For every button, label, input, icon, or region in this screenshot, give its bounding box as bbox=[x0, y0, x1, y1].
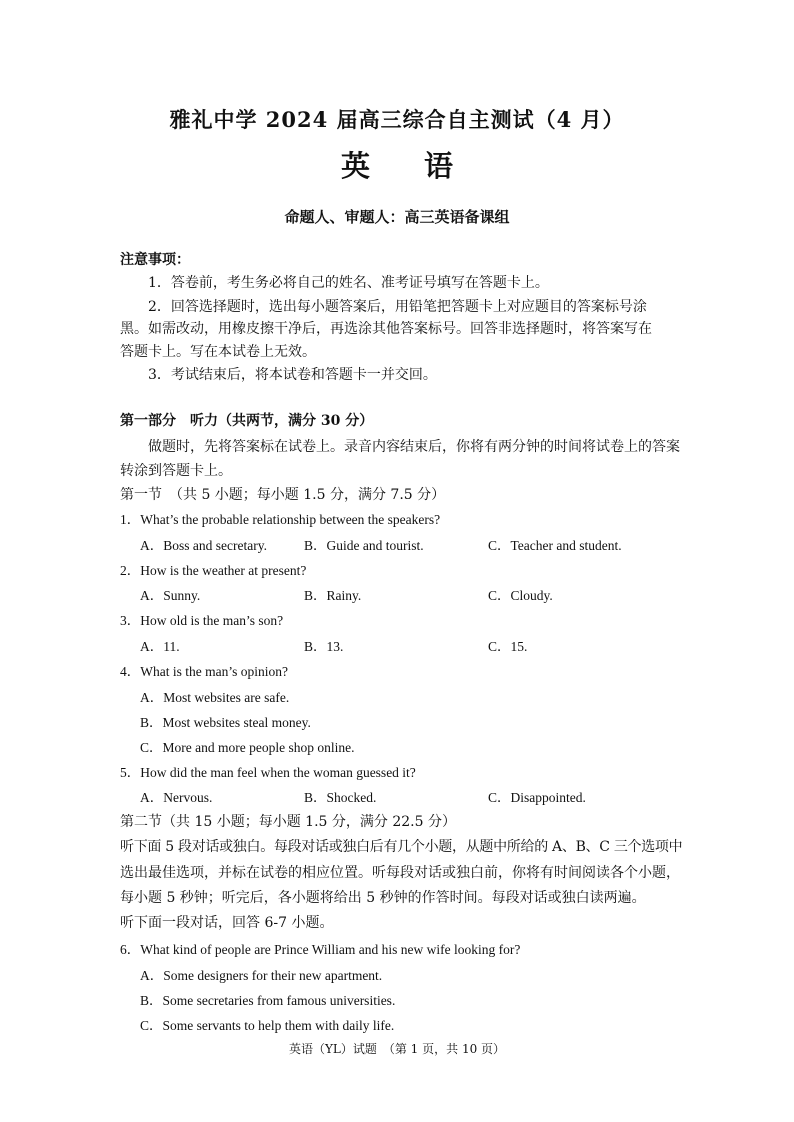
question-5-option-c: C．Disappointed. bbox=[488, 790, 586, 805]
authors-line: 命题人、审题人：高三英语备课组 bbox=[284, 208, 510, 226]
question-2-stem: 2．How is the weather at present? bbox=[120, 563, 307, 578]
question-1-option-b: B．Guide and tourist. bbox=[304, 538, 424, 553]
notice-item-1: 1．答卷前，考生务必将自己的姓名、准考证号填写在答题卡上。 bbox=[148, 275, 549, 291]
section2-heading: 第二节（共 15 小题；每小题 1.5 分，满分 22.5 分） bbox=[120, 814, 456, 830]
question-1-option-c: C．Teacher and student. bbox=[488, 538, 622, 553]
question-4-option-a: A．Most websites are safe. bbox=[140, 690, 290, 705]
page-footer: 英语（YL）试题 （第 1 页，共 10 页） bbox=[288, 1042, 506, 1056]
section2-intro-line-1: 听下面 5 段对话或独白。每段对话或独白后有几个小题，从题中所给的 A、B、C 三个选项中 bbox=[120, 839, 683, 855]
part1-heading: 第一部分 听力（共两节，满分 30 分） bbox=[120, 413, 374, 429]
question-6-option-b: B．Some secretaries from famous universities. bbox=[140, 993, 396, 1008]
question-6-option-c: C．Some servants to help them with daily life. bbox=[140, 1018, 395, 1033]
dialogue-instruction: 听下面一段对话，回答 6-7 小题。 bbox=[120, 915, 334, 931]
section1-heading: 第一节 （共 5 小题；每小题 1.5 分，满分 7.5 分） bbox=[120, 487, 446, 503]
question-5-option-a: A．Nervous. bbox=[140, 790, 213, 805]
question-3-option-b: B．13. bbox=[304, 639, 344, 654]
notice-item-2-line-2: 黑。如需改动，用橡皮擦干净后，再选涂其他答案标号。回答非选择题时，将答案写在 bbox=[120, 321, 652, 337]
section2-intro-line-2: 选出最佳选项，并标在试卷的相应位置。听每段对话或独白前，你将有时间阅读各个小题， bbox=[120, 865, 680, 881]
question-2-option-b: B．Rainy. bbox=[304, 588, 362, 603]
question-4-option-b: B．Most websites steal money. bbox=[140, 715, 311, 730]
question-3-option-a: A．11. bbox=[140, 639, 180, 654]
subject-title: 英 语 bbox=[340, 149, 476, 183]
part1-intro-line-1: 做题时，先将答案标在试卷上。录音内容结束后，你将有两分钟的时间将试卷上的答案 bbox=[148, 439, 680, 455]
notice-heading: 注意事项： bbox=[120, 252, 190, 268]
question-3-stem: 3．How old is the man’s son? bbox=[120, 613, 284, 628]
notice-item-3: 3．考试结束后，将本试卷和答题卡一并交回。 bbox=[148, 367, 437, 383]
question-5-option-b: B．Shocked. bbox=[304, 790, 377, 805]
notice-item-2-line-1: 2．回答选择题时，选出每小题答案后，用铅笔把答题卡上对应题目的答案标号涂 bbox=[148, 299, 647, 315]
question-6-option-a: A．Some designers for their new apartment. bbox=[140, 968, 383, 983]
notice-item-2-line-3: 答题卡上。写在本试卷上无效。 bbox=[120, 344, 316, 360]
question-4-stem: 4．What is the man’s opinion? bbox=[120, 664, 288, 679]
question-2-option-a: A．Sunny. bbox=[140, 588, 201, 603]
question-1-option-a: A．Boss and secretary. bbox=[140, 538, 267, 553]
section2-intro-line-3: 每小题 5 秒钟；听完后，各小题将给出 5 秒钟的作答时间。每段对话或独白读两遍。 bbox=[120, 890, 646, 906]
question-2-option-c: C．Cloudy. bbox=[488, 588, 553, 603]
exam-title: 雅礼中学 2024 届高三综合自主测试（4 月） bbox=[169, 107, 625, 132]
question-6-stem: 6．What kind of people are Prince William and his new wife looking for? bbox=[120, 942, 521, 957]
part1-intro-line-2: 转涂到答题卡上。 bbox=[120, 463, 232, 479]
question-5-stem: 5．How did the man feel when the woman guessed it? bbox=[120, 765, 416, 780]
question-3-option-c: C．15. bbox=[488, 639, 528, 654]
question-1-stem: 1．What’s the probable relationship between the speakers? bbox=[120, 512, 441, 527]
question-4-option-c: C．More and more people shop online. bbox=[140, 740, 355, 755]
